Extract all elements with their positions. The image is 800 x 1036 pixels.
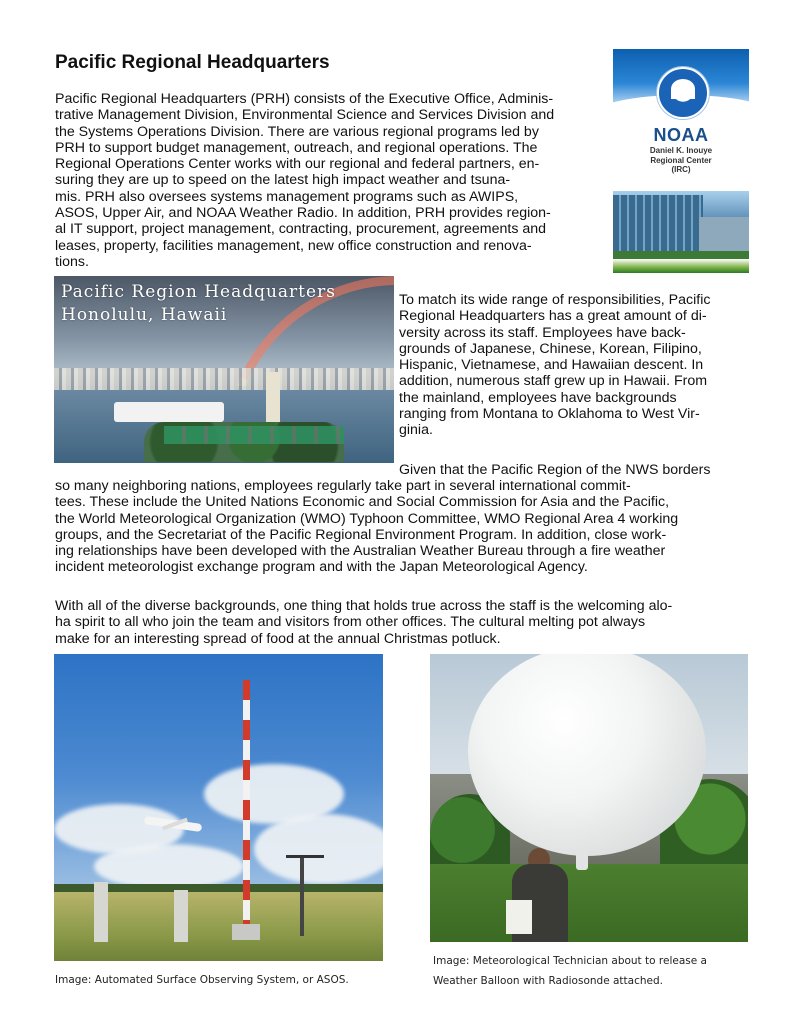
asos-caption: Image: Automated Surface Observing System, or ASOS. <box>55 974 349 986</box>
mast-equipment-box <box>232 924 260 940</box>
photo-overlay-caption: Pacific Region Headquarters Honolulu, Hawaii <box>61 282 336 325</box>
building-glass-facade <box>613 195 703 257</box>
noaa-green-swoosh <box>613 259 749 273</box>
noaa-emblem-text: NOAA <box>675 74 691 80</box>
weather-balloon-photo <box>430 654 748 942</box>
cloud <box>254 814 383 884</box>
sensor-mast <box>243 680 250 938</box>
sensor-post <box>300 858 304 936</box>
noaa-emblem-icon <box>657 67 709 119</box>
balloon-neck <box>576 850 588 870</box>
page-title: Pacific Regional Headquarters <box>55 52 330 73</box>
radiosonde-box <box>506 900 532 934</box>
green-roofs <box>164 426 344 444</box>
honolulu-harbor-photo <box>54 276 394 463</box>
irc-building-image <box>613 191 749 261</box>
noaa-irc-logo-panel <box>613 49 749 273</box>
international-paragraph: so many neighboring nations, employees regularly take part in several international commit- tees. These include the United Nations Economic and Social Commission for Asia and the Pacific, the World Meteorological Organization (WMO) Typhoon Committee, WMO Regional Area 4 working groups, and the Secretariat of the Pacific Regional Environment Program. In addition, close work- ing relationships have been developed with the Australian Weather Bureau through a fire weather incident meteorologist exchange program and with the Japan Meteorological Agency. <box>55 478 679 576</box>
aloha-paragraph: With all of the diverse backgrounds, one thing that holds true across the staff is the welcoming alo- ha spirit to all who join the team and visitors from other offices. The cultural melting pot always make for an interesting spread of food at the annual Christmas potluck. <box>55 598 673 647</box>
intro-paragraph: Pacific Regional Headquarters (PRH) consists of the Executive Office, Adminis- trative Management Division, Environmental Science and Services Division and the Systems Operations Division. There are various regional programs led by PRH to support budget management, outreach, and regional operations. The Regional Operations Center works with our regional and federal partners, en- suring they are up to speed on the latest high impact weather and tsuna- mis. PRH also oversees systems management programs such as AWIPS, ASOS, Upper Air, and NOAA Weather Radio. In addition, PRH provides region- al IT support, project management, contracting, procurement, agreements and leases, property, facilities management, new office construction and renova- tions. <box>55 91 555 270</box>
international-paragraph-first-line: Given that the Pacific Region of the NWS borders <box>399 462 711 478</box>
cloud <box>94 844 244 889</box>
sensor-post <box>174 890 188 942</box>
city-skyline <box>54 368 394 390</box>
noaa-bird-shape <box>671 79 695 99</box>
noaa-center-name: Daniel K. Inouye Regional Center (IRC) <box>649 146 713 174</box>
asos-photo <box>54 654 383 961</box>
balloon-caption: Image: Meteorological Technician about to release a Weather Balloon with Radiosonde attached. <box>433 955 707 987</box>
lawn <box>430 864 748 942</box>
noaa-brand-text: NOAA <box>653 125 709 145</box>
diversity-paragraph: To match its wide range of responsibilities, Pacific Regional Headquarters has a great amount of di- versity across its staff. Employees have back- grounds of Japanese, Chinese, Korean, Filipino, Hispanic, Vietnamese, and Hawaiian descent. In addition, numerous staff grew up in Hawaii. From the mainland, employees have backgrounds ranging from Montana to Oklahoma to West Vir- ginia. <box>399 292 711 439</box>
sensor-crossbar <box>286 855 324 858</box>
cruise-ship <box>114 402 224 422</box>
sensor-post <box>94 882 108 942</box>
weather-balloon <box>468 654 706 856</box>
